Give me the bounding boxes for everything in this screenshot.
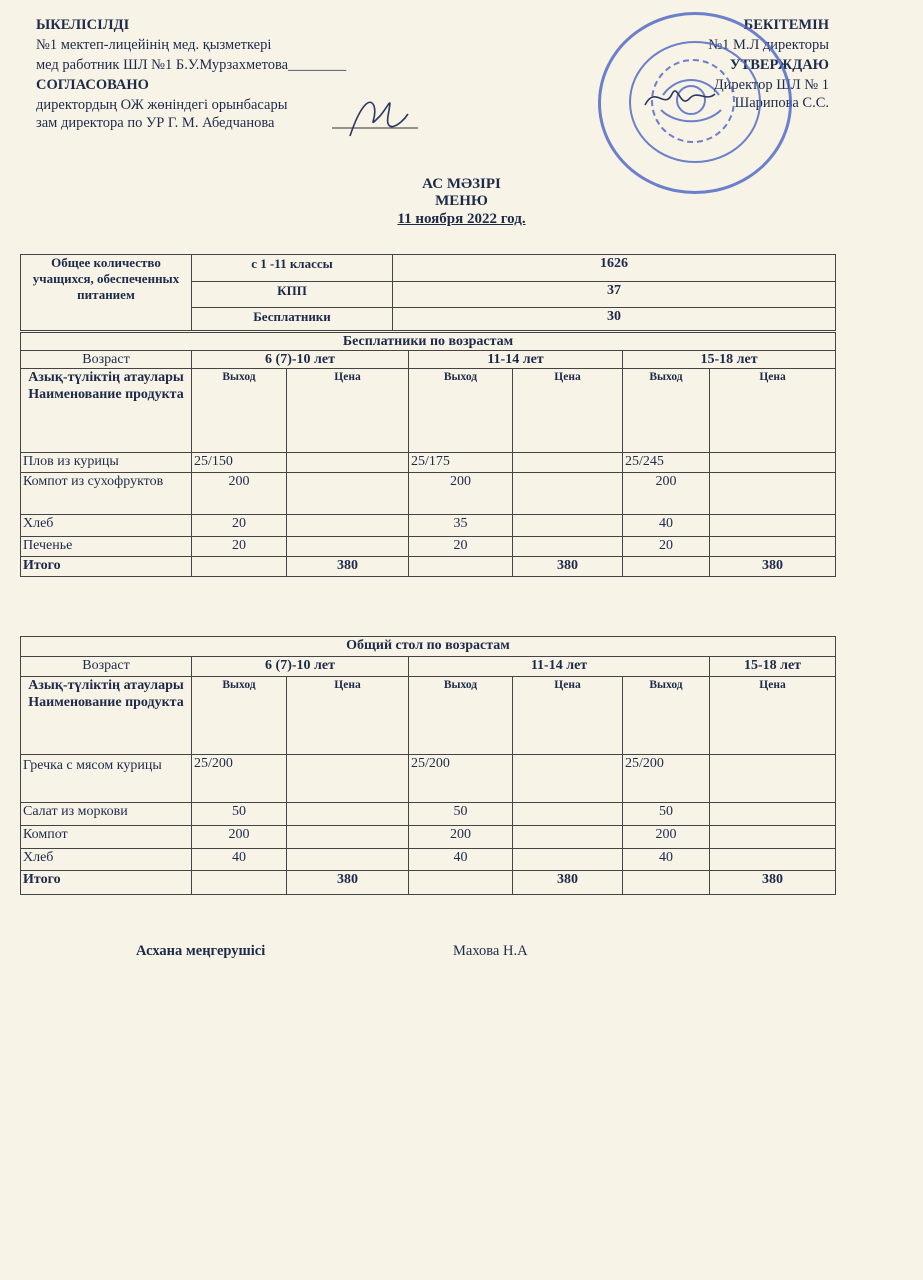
- output-value: 40: [192, 849, 287, 871]
- age-group: 15-18 лет: [623, 351, 836, 369]
- age-label: Возраст: [21, 351, 192, 369]
- director-signature: [640, 80, 720, 120]
- total-row: [21, 871, 836, 895]
- total-value: 380: [513, 557, 623, 577]
- summary-row-name: КПП: [192, 282, 393, 308]
- total-label: Итого: [21, 871, 192, 895]
- output-value: 200: [409, 826, 513, 849]
- output-value: 50: [623, 803, 710, 826]
- general-table: [20, 636, 836, 895]
- total-value: 380: [287, 557, 409, 577]
- med-worker-kz: №1 мектеп-лицейінің мед. қызметкері: [36, 37, 272, 53]
- price-header: Цена: [513, 677, 623, 755]
- output-value: 20: [192, 537, 287, 557]
- product-name: Печенье: [21, 537, 192, 557]
- menu-date: 11 ноября 2022 год.: [397, 211, 526, 227]
- output-value: 50: [192, 803, 287, 826]
- age-group: 11-14 лет: [409, 657, 710, 677]
- product-name: Хлеб: [21, 849, 192, 871]
- director-ru: Директор ШЛ № 1: [713, 77, 829, 93]
- total-row: [21, 557, 836, 577]
- summary-row-name: Бесплатники: [192, 308, 393, 331]
- product-name: Компот из сухофруктов: [21, 473, 192, 515]
- price-header: Цена: [513, 369, 623, 453]
- total-value: 380: [513, 871, 623, 895]
- output-value: 20: [409, 537, 513, 557]
- table-title: Общий стол по возрастам: [21, 637, 836, 657]
- table-row: [21, 849, 836, 871]
- output-value: 200: [623, 473, 710, 515]
- output-value: 25/200: [192, 755, 287, 803]
- output-header: Выход: [192, 677, 287, 755]
- output-value: 50: [409, 803, 513, 826]
- summary-table: [20, 254, 836, 331]
- menu-title-kz: АС МӘЗІРІ: [422, 176, 501, 192]
- director-kz: №1 М.Л директоры: [708, 37, 829, 53]
- director-name: Шарипова С.С.: [734, 95, 829, 111]
- total-label: Итого: [21, 557, 192, 577]
- output-value: 25/150: [192, 453, 287, 473]
- age-group: 11-14 лет: [409, 351, 623, 369]
- table-row: [21, 537, 836, 557]
- agreed-kz-heading: ЫКЕЛІСІЛДІ: [36, 17, 130, 33]
- output-value: 25/245: [623, 453, 710, 473]
- table-row: [21, 826, 836, 849]
- menu-title-ru: МЕНЮ: [435, 193, 488, 209]
- output-value: 25/200: [623, 755, 710, 803]
- summary-row-value: 1626: [393, 255, 836, 282]
- output-value: 200: [623, 826, 710, 849]
- med-worker-ru: мед работник ШЛ №1 Б.У.Мурзахметова________: [36, 57, 347, 73]
- output-value: 200: [409, 473, 513, 515]
- age-label: Возраст: [21, 657, 192, 677]
- summary-row-value: 37: [393, 282, 836, 308]
- output-value: 25/200: [409, 755, 513, 803]
- product-header: Азық-түліктің атаулары Наименование продукта: [21, 677, 192, 755]
- summary-label: Общее количество учащихся, обеспеченных питанием: [21, 255, 192, 331]
- table-row: [21, 803, 836, 826]
- output-header: Выход: [409, 677, 513, 755]
- output-value: 20: [192, 515, 287, 537]
- total-value: 380: [710, 557, 836, 577]
- output-header: Выход: [623, 369, 710, 453]
- product-name: Компот: [21, 826, 192, 849]
- product-name: Хлеб: [21, 515, 192, 537]
- product-name: Гречка с мясом курицы: [21, 755, 192, 803]
- approve-ru-heading: УТВЕРЖДАЮ: [729, 57, 829, 73]
- total-value: 380: [710, 871, 836, 895]
- approve-kz-heading: БЕКІТЕМІН: [743, 17, 829, 33]
- table-row: [21, 473, 836, 515]
- table-row: [21, 515, 836, 537]
- product-header: Азық-түліктің атаулары Наименование продукта: [21, 369, 192, 453]
- agreed-ru-heading: СОГЛАСОВАНО: [36, 77, 149, 93]
- product-name: Салат из моркови: [21, 803, 192, 826]
- output-header: Выход: [409, 369, 513, 453]
- product-name: Плов из курицы: [21, 453, 192, 473]
- output-value: 40: [409, 849, 513, 871]
- canteen-head-name: Махова Н.А: [453, 943, 528, 959]
- output-value: 200: [192, 826, 287, 849]
- price-header: Цена: [287, 369, 409, 453]
- output-header: Выход: [192, 369, 287, 453]
- table-row: [21, 755, 836, 803]
- output-value: 200: [192, 473, 287, 515]
- summary-row-value: 30: [393, 308, 836, 331]
- total-value: 380: [287, 871, 409, 895]
- output-value: 35: [409, 515, 513, 537]
- summary-row: [21, 255, 836, 282]
- output-header: Выход: [623, 677, 710, 755]
- output-value: 25/175: [409, 453, 513, 473]
- output-value: 40: [623, 515, 710, 537]
- deputy-kz: директордың ОЖ жөніндегі орынбасары: [36, 97, 288, 113]
- output-value: 20: [623, 537, 710, 557]
- age-group: 6 (7)-10 лет: [192, 657, 409, 677]
- table-row: [21, 453, 836, 473]
- free-meals-table: [20, 332, 836, 577]
- deputy-signature: [330, 86, 420, 146]
- output-value: 40: [623, 849, 710, 871]
- summary-row-name: с 1 -11 классы: [192, 255, 393, 282]
- price-header: Цена: [710, 369, 836, 453]
- price-header: Цена: [287, 677, 409, 755]
- canteen-head-label: Асхана меңгерушісі: [136, 943, 266, 959]
- deputy-ru: зам директора по УР Г. М. Абедчанова: [36, 115, 275, 131]
- price-header: Цена: [710, 677, 836, 755]
- age-group: 15-18 лет: [710, 657, 836, 677]
- age-group: 6 (7)-10 лет: [192, 351, 409, 369]
- table-title: Бесплатники по возрастам: [21, 333, 836, 351]
